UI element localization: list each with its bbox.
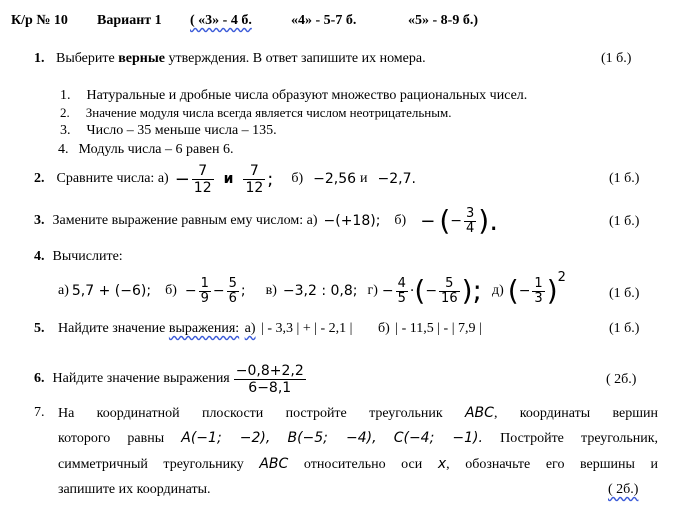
task-1-points: (1 б.): [601, 51, 632, 66]
task-3-points: (1 б.): [609, 214, 640, 229]
task-4: 4. Вычислите:: [34, 249, 123, 264]
statement-2: 2. Значение модуля числа всегда является числом неотрицательным.: [60, 105, 452, 120]
grade-3: ( «3» - 4 б.: [190, 13, 252, 28]
statement-4: 4. Модуль числа – 6 равен 6.: [58, 142, 234, 157]
task-7-line-4: запишите их координаты.: [58, 482, 211, 497]
task-3: 3. Замените выражение равным ему числом: а) −(+18); б) − ( − $\frac{3}{4}$ ).: [34, 204, 499, 237]
task-4-parts: а) 5,7 + (−6); б) − $\frac{1}{9}$ − $\frac{5}{6}$ ; в) −3,2 : 0,8; г) − $\frac{4}{5}$ · ( − $\frac{5}{16}$ ); д) ( − $\frac{1}{3}$ ) 2: [58, 270, 566, 307]
task-2: 2. Сравните числа: а) − $\frac{7}{12}$ и $\frac{7}{12}$ ; б) −2,56 и −2,7.: [34, 162, 416, 196]
grade-5: «5» - 8-9 б.): [408, 13, 478, 28]
statement-1: 1. Натуральные и дробные числа образуют множество рациональных чисел.: [60, 88, 528, 103]
task-1-bold: верные: [118, 51, 166, 66]
task-7-line-3: симметричный треугольнику ABC относительно оси x, обозначьте его вершины и: [58, 456, 659, 472]
task-1: 1. Выберите верные утверждения. В ответ запишите их номера.: [34, 51, 426, 66]
fraction-3-4: $\frac{3}{4}$: [465, 205, 475, 236]
grade-4: «4» - 5-7 б.: [291, 13, 357, 28]
statement-3: 3. Число – 35 меньше числа – 135.: [60, 123, 277, 138]
fraction-6: $\frac{-0,8+2,2}{6-8,1}$: [235, 362, 304, 396]
test-title: К/р № 10: [11, 13, 68, 28]
task-7-line-1: На координатной плоскости постройте треугольник ABC, координаты вершин: [58, 405, 658, 421]
header: [11, 13, 68, 29]
task-4-points: (1 б.): [609, 286, 640, 301]
task-7-points: ( 2б.): [608, 482, 639, 497]
task-5: 5. Найдите значение выражения: а) | - 3,3 | + | - 2,1 | б) | - 11,5 | - | 7,9 |: [34, 321, 482, 336]
task-5-points: (1 б.): [609, 321, 640, 336]
task-7-num: 7.: [34, 405, 45, 420]
task-6: 6. Найдите значение выражения $\frac{-0,8+2,2}{6-8,1}$: [34, 362, 304, 396]
variant: Вариант 1: [97, 13, 162, 28]
fraction-a1: $\frac{7}{12}$: [193, 162, 212, 196]
task-6-points: ( 2б.): [606, 372, 637, 387]
task-2-points: (1 б.): [609, 171, 640, 186]
fraction-a2: $\frac{7}{12}$: [245, 162, 264, 196]
task-7-line-2: которого равны A(−1; −2), B(−5; −4), C(−4; −1). Постройте треугольник,: [58, 430, 659, 446]
